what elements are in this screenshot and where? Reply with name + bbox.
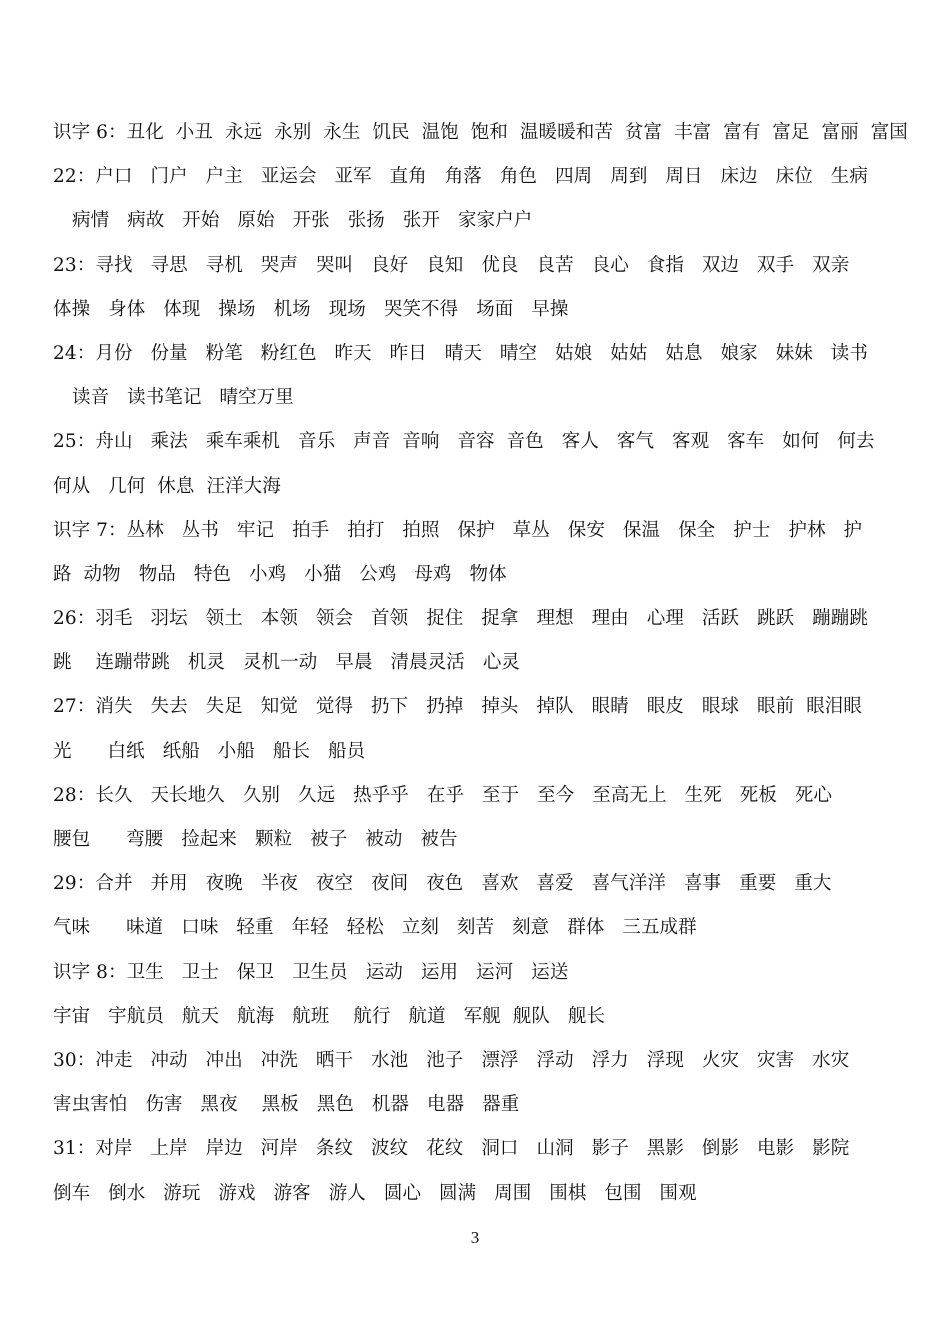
text-line: 识字 6：丑化 小丑 永远 永别 永生 饥民 温饱 饱和 温暖暖和苦 贫富 丰富 富有 富足 富丽 富国 [53, 122, 908, 143]
text-line: 31：对岸 上岸 岸边 河岸 条纹 波纹 花纹 洞口 山洞 影子 黑影 倒影 电影 影院 [53, 1138, 850, 1160]
text-line: 26：羽毛 羽坛 领土 本领 领会 首领 捉住 捉拿 理想 理由 心理 活跃 跳跃 蹦蹦跳 [53, 608, 868, 630]
text-line: 识字 8：卫生 卫士 保卫 卫生员 运动 运用 运河 运送 [53, 961, 569, 983]
text-line: 读音 读书笔记 晴空万里 [72, 387, 294, 409]
text-line: 何从 几何 休息 汪洋大海 [53, 475, 281, 497]
text-line: 27：消失 失去 失足 知觉 觉得 扔下 扔掉 掉头 掉队 眼睛 眼皮 眼球 眼前 眼泪眼 [53, 696, 863, 718]
text-line: 倒车 倒水 游玩 游戏 游客 游人 圆心 圆满 周围 围棋 包围 围观 [53, 1182, 697, 1204]
text-line: 体操 身体 体现 操场 机场 现场 哭笑不得 场面 早操 [53, 298, 569, 320]
text-line: 29：合并 并用 夜晚 半夜 夜空 夜间 夜色 喜欢 喜爱 喜气洋洋 喜事 重要 重大 [53, 873, 832, 895]
text-line: 23：寻找 寻思 寻机 哭声 哭叫 良好 良知 优良 良苦 良心 食指 双边 双手 双亲 [53, 254, 850, 276]
text-line: 气味 味道 口味 轻重 年轻 轻松 立刻 刻苦 刻意 群体 三五成群 [53, 917, 697, 939]
page-number: 3 [470, 1228, 480, 1247]
vocabulary-list [53, 117, 913, 1222]
text-line: 跳 连蹦带跳 机灵 灵机一动 早晨 清晨灵活 心灵 [53, 652, 521, 674]
text-line: 路 动物 物品 特色 小鸡 小猫 公鸡 母鸡 物体 [53, 563, 507, 585]
text-line: 30：冲走 冲动 冲出 冲洗 晒干 水池 池子 漂浮 浮动 浮力 浮现 火灾 灾害 水灾 [53, 1049, 850, 1071]
text-line: 22：户口 门户 户主 亚运会 亚军 直角 角落 角色 四周 周到 周日 床边 床位 生病 [53, 166, 868, 188]
text-line: 害虫害怕 伤害 黑夜 黑板 黑色 机器 电器 器重 [53, 1094, 520, 1116]
text-line: 25：舟山 乘法 乘车乘机 音乐 声音 音响 音容 音色 客人 客气 客观 客车 如何 何去 [53, 431, 875, 453]
text-line: 24：月份 份量 粉笔 粉红色 昨天 昨日 晴天 晴空 姑娘 姑姑 姑息 娘家 妹妹 读书 [53, 342, 868, 364]
text-line: 28：长久 天长地久 久别 久远 热乎乎 在乎 至于 至今 至高无上 生死 死板 死心 [53, 784, 833, 806]
text-line: 识字 7：丛林 丛书 牢记 拍手 拍打 拍照 保护 草丛 保安 保温 保全 护士 护林 护 [53, 519, 863, 541]
text-line: 光 白纸 纸船 小船 船长 船员 [53, 740, 366, 762]
text-line: 腰包 弯腰 捡起来 颗粒 被子 被动 被告 [53, 829, 458, 850]
text-line: 宇宙 宇航员 航天 航海 航班 航行 航道 军舰 舰队 舰长 [53, 1005, 606, 1027]
text-line: 病情 病故 开始 原始 开张 张扬 张开 家家户户 [72, 210, 533, 232]
